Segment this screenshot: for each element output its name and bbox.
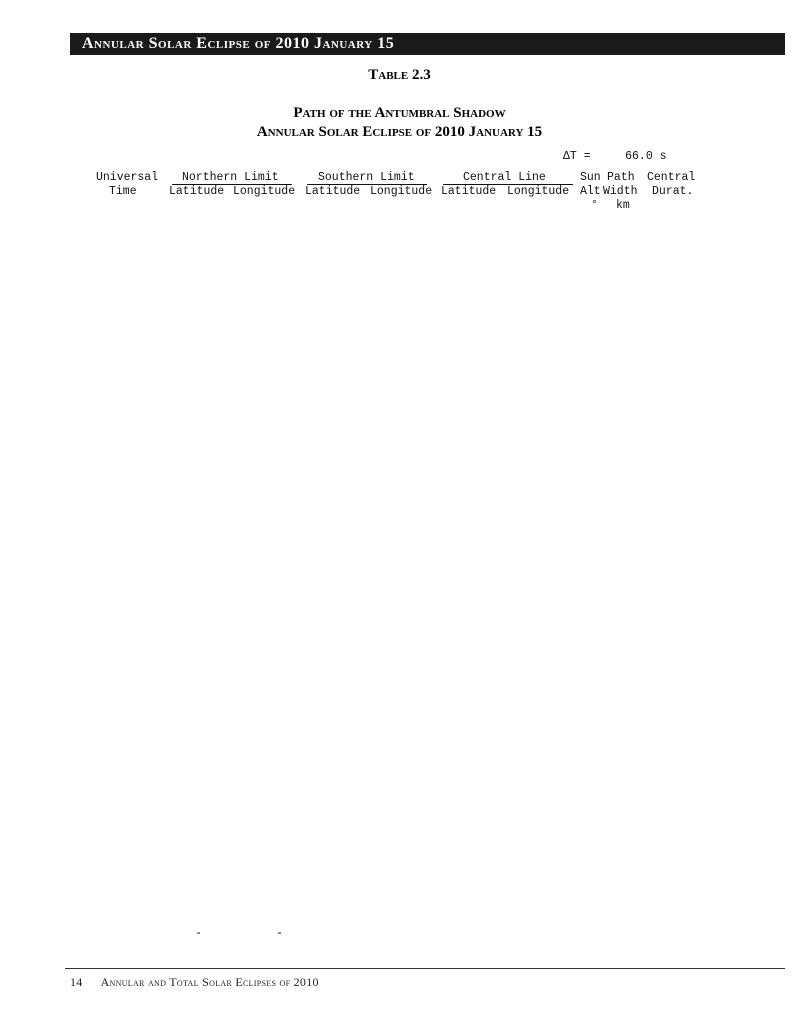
col-km-unit: km: [616, 199, 630, 212]
col-central: Central: [647, 171, 696, 184]
page-number: 14: [70, 975, 83, 989]
col-alt: Alt: [580, 185, 601, 198]
table-title-line2: Annular Solar Eclipse of 2010 January 15: [256, 124, 543, 140]
page-footer: [70, 975, 319, 990]
col-s-latitude: Latitude: [305, 185, 361, 198]
cell-n-lat: -: [195, 927, 202, 940]
col-degree-unit: °: [591, 199, 598, 212]
col-c-longitude: Longitude: [507, 185, 570, 198]
table-label: Table 2.3: [368, 67, 431, 83]
col-width: Width: [603, 185, 638, 198]
table-title-line1: Path of the Antumbral Shadow: [293, 105, 506, 121]
running-title: Annular Solar Eclipse of 2010 January 15: [82, 35, 395, 52]
col-northern-limit: Northern Limit: [182, 171, 279, 184]
col-universal: Universal: [96, 171, 159, 184]
col-southern-limit: Southern Limit: [318, 171, 415, 184]
col-n-longitude: Longitude: [233, 185, 296, 198]
book-title: Annular and Total Solar Eclipses of 2010: [100, 975, 319, 989]
delta-t: ΔT = 66.0 s: [563, 150, 667, 163]
col-s-longitude: Longitude: [370, 185, 433, 198]
footer-rule: [65, 968, 785, 969]
col-durat: Durat.: [652, 185, 694, 198]
cell-n-lon: -: [276, 927, 283, 940]
col-c-latitude: Latitude: [441, 185, 497, 198]
running-header: [70, 33, 785, 55]
col-central-line: Central Line: [463, 171, 546, 184]
col-time: Time: [109, 185, 137, 198]
col-sun: Sun: [580, 171, 601, 184]
col-path: Path: [607, 171, 635, 184]
col-n-latitude: Latitude: [169, 185, 225, 198]
